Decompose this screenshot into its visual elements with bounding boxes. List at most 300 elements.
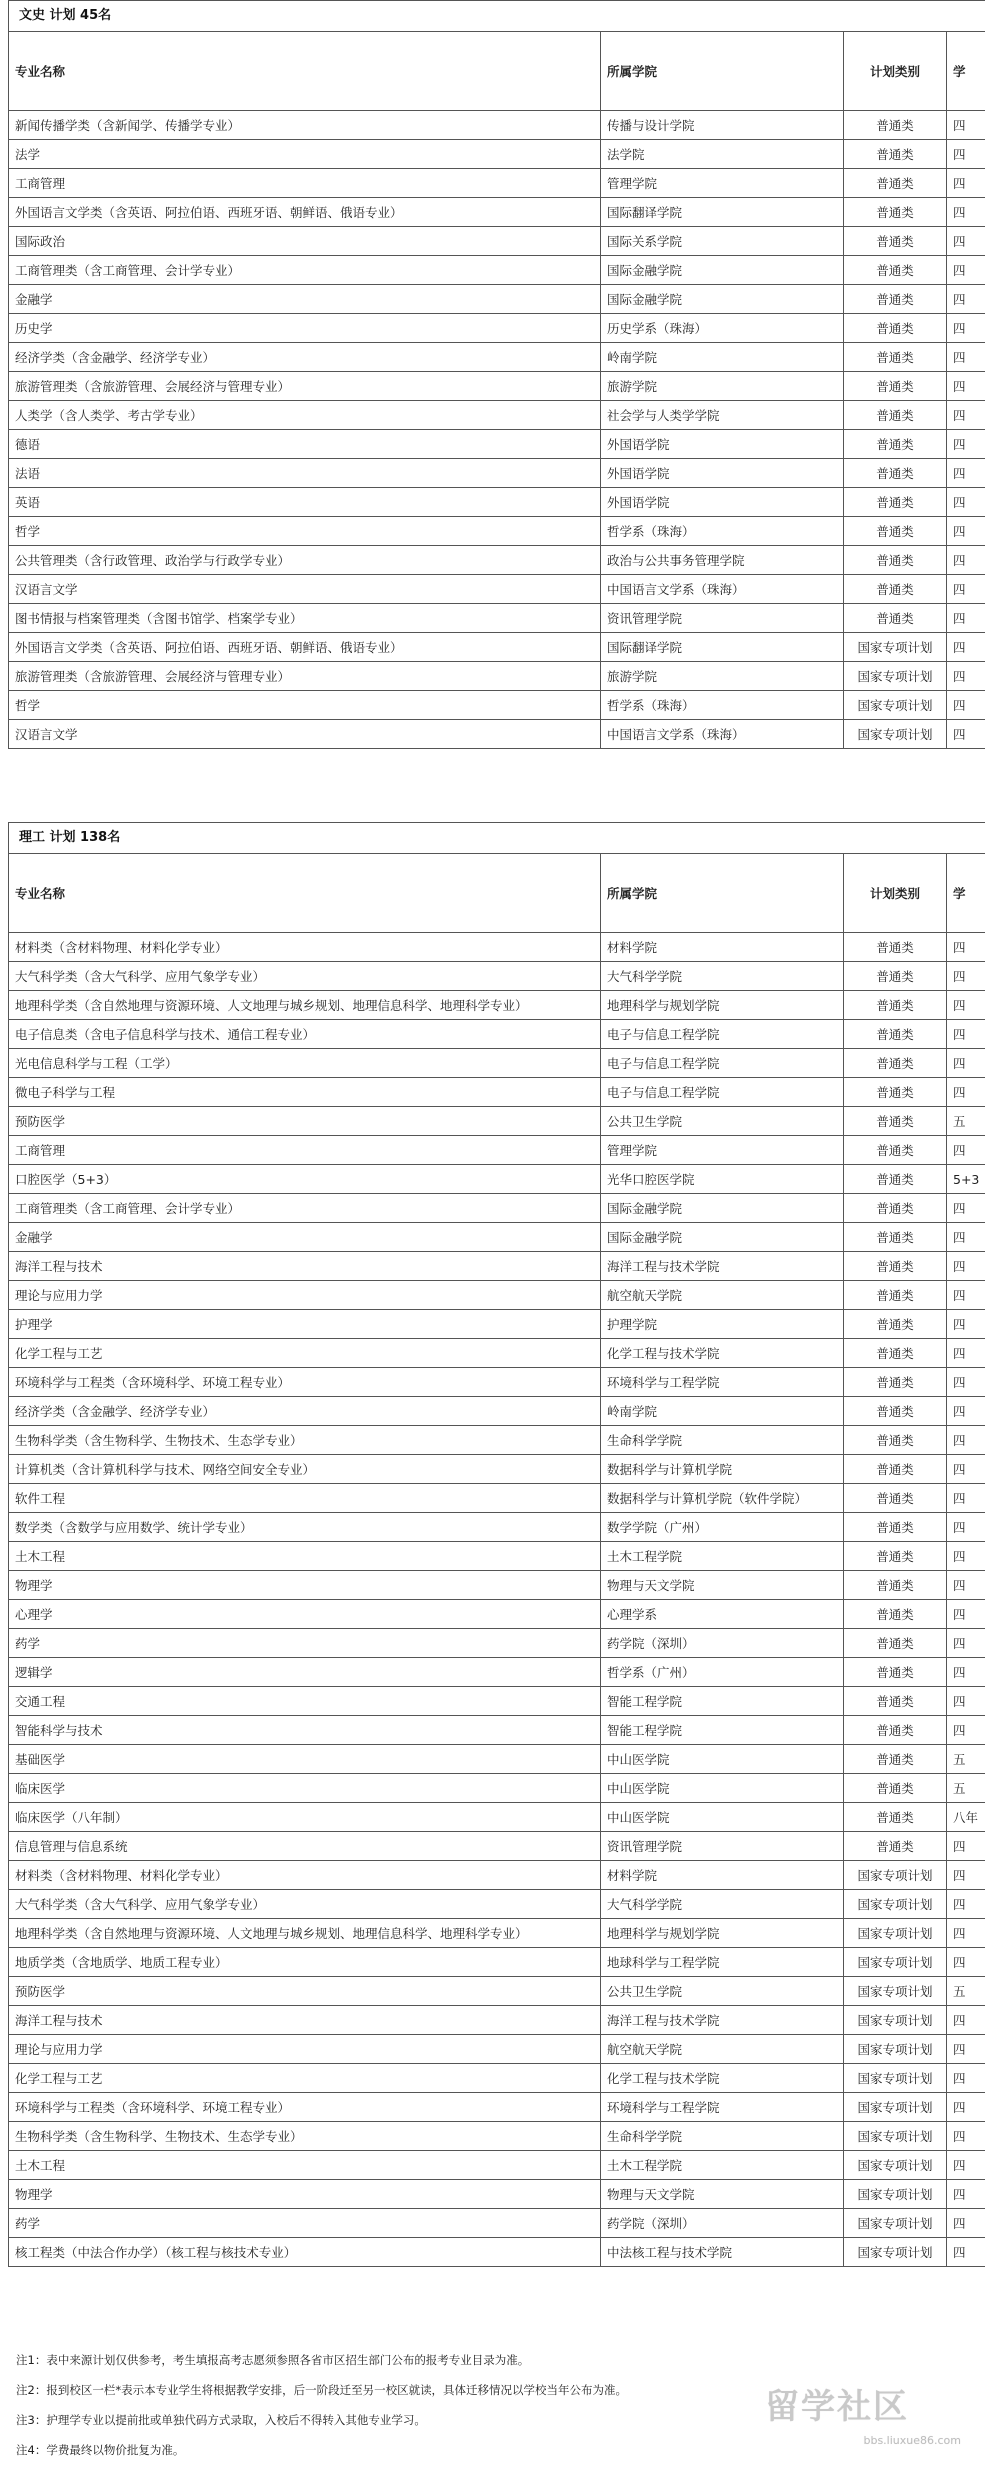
cell-plan-type: 普通类 bbox=[844, 1832, 947, 1861]
cell-duration: 四 bbox=[947, 488, 985, 517]
cell-plan-type: 普通类 bbox=[844, 1687, 947, 1716]
cell-plan-type: 普通类 bbox=[844, 372, 947, 401]
cell-major: 德语 bbox=[9, 430, 601, 459]
cell-plan-type: 普通类 bbox=[844, 314, 947, 343]
cell-plan-type: 普通类 bbox=[844, 285, 947, 314]
cell-major: 地理科学类（含自然地理与资源环境、人文地理与城乡规划、地理信息科学、地理科学专业） bbox=[9, 991, 601, 1020]
cell-duration: 四 bbox=[947, 1687, 985, 1716]
table-row bbox=[9, 1774, 985, 1803]
cell-major: 化学工程与工艺 bbox=[9, 2064, 601, 2093]
cell-college: 国际关系学院 bbox=[601, 227, 844, 256]
cell-duration: 四 bbox=[947, 372, 985, 401]
cell-major: 化学工程与工艺 bbox=[9, 1339, 601, 1368]
cell-major: 药学 bbox=[9, 1629, 601, 1658]
cell-major: 软件工程 bbox=[9, 1484, 601, 1513]
cell-plan-type: 普通类 bbox=[844, 1020, 947, 1049]
table-row bbox=[9, 662, 985, 691]
cell-major: 法语 bbox=[9, 459, 601, 488]
cell-duration: 四 bbox=[947, 517, 985, 546]
cell-plan-type: 国家专项计划 bbox=[844, 2151, 947, 2180]
cell-duration: 四 bbox=[947, 401, 985, 430]
cell-plan-type: 普通类 bbox=[844, 1078, 947, 1107]
cell-college: 数据科学与计算机学院 bbox=[601, 1455, 844, 1484]
cell-major: 核工程类（中法合作办学）（核工程与核技术专业） bbox=[9, 2238, 601, 2267]
cell-major: 地理科学类（含自然地理与资源环境、人文地理与城乡规划、地理信息科学、地理科学专业） bbox=[9, 1919, 601, 1948]
cell-college: 药学院（深圳） bbox=[601, 1629, 844, 1658]
cell-college: 哲学系（广州） bbox=[601, 1658, 844, 1687]
table-header-row bbox=[9, 854, 985, 933]
cell-major: 法学 bbox=[9, 140, 601, 169]
table-row bbox=[9, 2151, 985, 2180]
cell-duration: 四 bbox=[947, 720, 985, 749]
cell-duration: 四 bbox=[947, 1310, 985, 1339]
cell-major: 金融学 bbox=[9, 285, 601, 314]
cell-duration: 四 bbox=[947, 1368, 985, 1397]
cell-college: 公共卫生学院 bbox=[601, 1107, 844, 1136]
table-row bbox=[9, 1600, 985, 1629]
cell-plan-type: 国家专项计划 bbox=[844, 1861, 947, 1890]
cell-plan-type: 普通类 bbox=[844, 1629, 947, 1658]
cell-college: 旅游学院 bbox=[601, 372, 844, 401]
table-row bbox=[9, 933, 985, 962]
cell-duration: 四 bbox=[947, 1890, 985, 1919]
cell-college: 心理学系 bbox=[601, 1600, 844, 1629]
table-row bbox=[9, 2064, 985, 2093]
table-row bbox=[9, 1107, 985, 1136]
table-row bbox=[9, 256, 985, 285]
cell-plan-type: 普通类 bbox=[844, 604, 947, 633]
cell-plan-type: 国家专项计划 bbox=[844, 662, 947, 691]
cell-plan-type: 普通类 bbox=[844, 1165, 947, 1194]
cell-college: 化学工程与技术学院 bbox=[601, 1339, 844, 1368]
cell-duration: 四 bbox=[947, 575, 985, 604]
cell-college: 电子与信息工程学院 bbox=[601, 1049, 844, 1078]
table-row bbox=[9, 1658, 985, 1687]
cell-college: 资讯管理学院 bbox=[601, 1832, 844, 1861]
table-row bbox=[9, 1426, 985, 1455]
cell-duration: 四 bbox=[947, 1571, 985, 1600]
table-row bbox=[9, 1194, 985, 1223]
cell-major: 大气科学类（含大气科学、应用气象学专业） bbox=[9, 962, 601, 991]
table-row bbox=[9, 227, 985, 256]
cell-major: 国际政治 bbox=[9, 227, 601, 256]
cell-duration: 四 bbox=[947, 1513, 985, 1542]
cell-duration: 四 bbox=[947, 314, 985, 343]
table-row bbox=[9, 140, 985, 169]
cell-plan-type: 普通类 bbox=[844, 546, 947, 575]
cell-major: 经济学类（含金融学、经济学专业） bbox=[9, 343, 601, 372]
cell-plan-type: 国家专项计划 bbox=[844, 2180, 947, 2209]
cell-duration: 四 bbox=[947, 1832, 985, 1861]
cell-college: 数据科学与计算机学院（软件学院） bbox=[601, 1484, 844, 1513]
cell-college: 中山医学院 bbox=[601, 1745, 844, 1774]
cell-college: 航空航天学院 bbox=[601, 2035, 844, 2064]
cell-major: 口腔医学（5+3） bbox=[9, 1165, 601, 1194]
cell-duration: 四 bbox=[947, 546, 985, 575]
cell-major: 预防医学 bbox=[9, 1977, 601, 2006]
cell-college: 环境科学与工程学院 bbox=[601, 1368, 844, 1397]
cell-plan-type: 普通类 bbox=[844, 1716, 947, 1745]
header-college: 所属学院 bbox=[601, 32, 844, 111]
table-body bbox=[9, 111, 985, 749]
table-row bbox=[9, 2180, 985, 2209]
cell-college: 中国语言文学系（珠海） bbox=[601, 575, 844, 604]
cell-college: 电子与信息工程学院 bbox=[601, 1020, 844, 1049]
table-row bbox=[9, 2006, 985, 2035]
note-3: 注3：护理学专业以提前批或单独代码方式录取，入校后不得转入其他专业学习。 bbox=[16, 2405, 976, 2435]
table-row bbox=[9, 1687, 985, 1716]
cell-duration: 四 bbox=[947, 604, 985, 633]
cell-major: 环境科学与工程类（含环境科学、环境工程专业） bbox=[9, 2093, 601, 2122]
cell-duration: 四 bbox=[947, 459, 985, 488]
cell-plan-type: 普通类 bbox=[844, 1484, 947, 1513]
cell-college: 岭南学院 bbox=[601, 343, 844, 372]
table-row bbox=[9, 1020, 985, 1049]
note-1: 注1：表中来源计划仅供参考，考生填报高考志愿须参照各省市区招生部门公布的报考专业目录为准。 bbox=[16, 2345, 976, 2375]
cell-plan-type: 普通类 bbox=[844, 1426, 947, 1455]
cell-major: 公共管理类（含行政管理、政治学与行政学专业） bbox=[9, 546, 601, 575]
cell-college: 哲学系（珠海） bbox=[601, 517, 844, 546]
cell-duration: 四 bbox=[947, 1049, 985, 1078]
cell-college: 生命科学学院 bbox=[601, 2122, 844, 2151]
cell-plan-type: 普通类 bbox=[844, 1774, 947, 1803]
cell-plan-type: 普通类 bbox=[844, 1107, 947, 1136]
cell-college: 物理与天文学院 bbox=[601, 2180, 844, 2209]
cell-college: 化学工程与技术学院 bbox=[601, 2064, 844, 2093]
cell-major: 物理学 bbox=[9, 2180, 601, 2209]
cell-duration: 四 bbox=[947, 1339, 985, 1368]
watermark-logo bbox=[765, 2379, 965, 2439]
cell-major: 电子信息类（含电子信息科学与技术、通信工程专业） bbox=[9, 1020, 601, 1049]
cell-major: 计算机类（含计算机科学与技术、网络空间安全专业） bbox=[9, 1455, 601, 1484]
cell-college: 智能工程学院 bbox=[601, 1716, 844, 1745]
cell-major: 海洋工程与技术 bbox=[9, 1252, 601, 1281]
table-row bbox=[9, 1397, 985, 1426]
cell-duration: 五 bbox=[947, 1745, 985, 1774]
cell-major: 工商管理 bbox=[9, 169, 601, 198]
cell-college: 电子与信息工程学院 bbox=[601, 1078, 844, 1107]
cell-college: 岭南学院 bbox=[601, 1397, 844, 1426]
cell-college: 地球科学与工程学院 bbox=[601, 1948, 844, 1977]
cell-college: 哲学系（珠海） bbox=[601, 691, 844, 720]
table-row bbox=[9, 1165, 985, 1194]
cell-major: 汉语言文学 bbox=[9, 575, 601, 604]
header-plan-type: 计划类别 bbox=[844, 854, 947, 933]
cell-major: 微电子科学与工程 bbox=[9, 1078, 601, 1107]
cell-major: 生物科学类（含生物科学、生物技术、生态学专业） bbox=[9, 2122, 601, 2151]
cell-major: 材料类（含材料物理、材料化学专业） bbox=[9, 1861, 601, 1890]
cell-college: 资讯管理学院 bbox=[601, 604, 844, 633]
header-college: 所属学院 bbox=[601, 854, 844, 933]
cell-college: 大气科学学院 bbox=[601, 962, 844, 991]
cell-duration: 四 bbox=[947, 1136, 985, 1165]
table-row bbox=[9, 1803, 985, 1832]
cell-major: 汉语言文学 bbox=[9, 720, 601, 749]
cell-major: 大气科学类（含大气科学、应用气象学专业） bbox=[9, 1890, 601, 1919]
cell-major: 理论与应用力学 bbox=[9, 1281, 601, 1310]
cell-plan-type: 普通类 bbox=[844, 1745, 947, 1774]
cell-duration: 四 bbox=[947, 1020, 985, 1049]
table-row bbox=[9, 1861, 985, 1890]
cell-duration: 四 bbox=[947, 662, 985, 691]
cell-plan-type: 普通类 bbox=[844, 1368, 947, 1397]
cell-plan-type: 普通类 bbox=[844, 1339, 947, 1368]
cell-major: 土木工程 bbox=[9, 2151, 601, 2180]
cell-duration: 四 bbox=[947, 227, 985, 256]
cell-plan-type: 国家专项计划 bbox=[844, 2093, 947, 2122]
cell-plan-type: 普通类 bbox=[844, 1455, 947, 1484]
science-engineering-section bbox=[8, 822, 985, 2267]
cell-college: 国际金融学院 bbox=[601, 256, 844, 285]
cell-major: 外国语言文学类（含英语、阿拉伯语、西班牙语、朝鲜语、俄语专业） bbox=[9, 198, 601, 227]
table-row bbox=[9, 1368, 985, 1397]
cell-plan-type: 国家专项计划 bbox=[844, 633, 947, 662]
cell-duration: 四 bbox=[947, 140, 985, 169]
table-row bbox=[9, 111, 985, 140]
table-row bbox=[9, 691, 985, 720]
table-row bbox=[9, 1310, 985, 1339]
cell-major: 哲学 bbox=[9, 517, 601, 546]
cell-college: 国际金融学院 bbox=[601, 1194, 844, 1223]
cell-college: 中国语言文学系（珠海） bbox=[601, 720, 844, 749]
watermark-text: 留学社区 bbox=[765, 2387, 909, 2427]
cell-duration: 四 bbox=[947, 285, 985, 314]
plan-table bbox=[8, 31, 985, 749]
cell-plan-type: 普通类 bbox=[844, 169, 947, 198]
cell-duration: 四 bbox=[947, 2238, 985, 2267]
cell-major: 物理学 bbox=[9, 1571, 601, 1600]
cell-major: 临床医学（八年制） bbox=[9, 1803, 601, 1832]
cell-major: 工商管理类（含工商管理、会计学专业） bbox=[9, 1194, 601, 1223]
table-row bbox=[9, 1571, 985, 1600]
cell-duration: 四 bbox=[947, 691, 985, 720]
table-row bbox=[9, 633, 985, 662]
table-row bbox=[9, 720, 985, 749]
table-row bbox=[9, 169, 985, 198]
cell-major: 交通工程 bbox=[9, 1687, 601, 1716]
cell-plan-type: 国家专项计划 bbox=[844, 1890, 947, 1919]
cell-plan-type: 普通类 bbox=[844, 1542, 947, 1571]
header-major: 专业名称 bbox=[9, 32, 601, 111]
cell-college: 地理科学与规划学院 bbox=[601, 991, 844, 1020]
cell-duration: 四 bbox=[947, 1455, 985, 1484]
cell-plan-type: 国家专项计划 bbox=[844, 691, 947, 720]
cell-plan-type: 普通类 bbox=[844, 198, 947, 227]
table-row bbox=[9, 372, 985, 401]
cell-college: 历史学系（珠海） bbox=[601, 314, 844, 343]
cell-college: 航空航天学院 bbox=[601, 1281, 844, 1310]
table-body bbox=[9, 933, 985, 2267]
cell-plan-type: 普通类 bbox=[844, 227, 947, 256]
cell-major: 信息管理与信息系统 bbox=[9, 1832, 601, 1861]
cell-duration: 四 bbox=[947, 1252, 985, 1281]
cell-duration: 四 bbox=[947, 2180, 985, 2209]
cell-college: 物理与天文学院 bbox=[601, 1571, 844, 1600]
cell-college: 海洋工程与技术学院 bbox=[601, 1252, 844, 1281]
cell-plan-type: 普通类 bbox=[844, 1803, 947, 1832]
cell-major: 基础医学 bbox=[9, 1745, 601, 1774]
table-row bbox=[9, 198, 985, 227]
table-row bbox=[9, 1542, 985, 1571]
cell-duration: 五 bbox=[947, 1977, 985, 2006]
cell-plan-type: 普通类 bbox=[844, 140, 947, 169]
cell-college: 公共卫生学院 bbox=[601, 1977, 844, 2006]
table-row bbox=[9, 343, 985, 372]
cell-duration: 五 bbox=[947, 1107, 985, 1136]
cell-major: 哲学 bbox=[9, 691, 601, 720]
table-row bbox=[9, 962, 985, 991]
table-row bbox=[9, 1745, 985, 1774]
table-row bbox=[9, 1890, 985, 1919]
cell-plan-type: 普通类 bbox=[844, 1136, 947, 1165]
cell-plan-type: 普通类 bbox=[844, 1223, 947, 1252]
table-row bbox=[9, 1339, 985, 1368]
table-row bbox=[9, 575, 985, 604]
plan-table bbox=[8, 853, 985, 2267]
cell-major: 光电信息科学与工程（工学） bbox=[9, 1049, 601, 1078]
cell-duration: 四 bbox=[947, 633, 985, 662]
table-row bbox=[9, 430, 985, 459]
liberal-arts-section bbox=[8, 0, 985, 749]
cell-plan-type: 国家专项计划 bbox=[844, 1919, 947, 1948]
section-title: 文史 计划 45名 bbox=[8, 0, 985, 31]
table-row bbox=[9, 1455, 985, 1484]
cell-duration: 5+3 bbox=[947, 1165, 985, 1194]
cell-college: 社会学与人类学学院 bbox=[601, 401, 844, 430]
table-row bbox=[9, 1223, 985, 1252]
cell-plan-type: 普通类 bbox=[844, 933, 947, 962]
table-row bbox=[9, 2093, 985, 2122]
cell-college: 中法核工程与技术学院 bbox=[601, 2238, 844, 2267]
table-row bbox=[9, 488, 985, 517]
cell-duration: 四 bbox=[947, 2122, 985, 2151]
cell-plan-type: 国家专项计划 bbox=[844, 2035, 947, 2064]
cell-duration: 五 bbox=[947, 1774, 985, 1803]
table-row bbox=[9, 604, 985, 633]
cell-major: 外国语言文学类（含英语、阿拉伯语、西班牙语、朝鲜语、俄语专业） bbox=[9, 633, 601, 662]
cell-major: 地质学类（含地质学、地质工程专业） bbox=[9, 1948, 601, 1977]
cell-plan-type: 普通类 bbox=[844, 1049, 947, 1078]
cell-major: 图书情报与档案管理类（含图书馆学、档案学专业） bbox=[9, 604, 601, 633]
cell-plan-type: 普通类 bbox=[844, 401, 947, 430]
cell-college: 国际金融学院 bbox=[601, 285, 844, 314]
cell-plan-type: 国家专项计划 bbox=[844, 2006, 947, 2035]
cell-plan-type: 普通类 bbox=[844, 1310, 947, 1339]
table-row bbox=[9, 1513, 985, 1542]
header-duration: 学 bbox=[947, 32, 985, 111]
cell-major: 工商管理 bbox=[9, 1136, 601, 1165]
cell-duration: 四 bbox=[947, 1397, 985, 1426]
cell-major: 预防医学 bbox=[9, 1107, 601, 1136]
cell-duration: 四 bbox=[947, 1484, 985, 1513]
table-row bbox=[9, 1136, 985, 1165]
cell-college: 大气科学学院 bbox=[601, 1890, 844, 1919]
cell-plan-type: 普通类 bbox=[844, 1513, 947, 1542]
cell-major: 材料类（含材料物理、材料化学专业） bbox=[9, 933, 601, 962]
header-plan-type: 计划类别 bbox=[844, 32, 947, 111]
cell-plan-type: 国家专项计划 bbox=[844, 2122, 947, 2151]
cell-duration: 四 bbox=[947, 430, 985, 459]
cell-college: 环境科学与工程学院 bbox=[601, 2093, 844, 2122]
cell-plan-type: 普通类 bbox=[844, 430, 947, 459]
cell-duration: 四 bbox=[947, 1716, 985, 1745]
table-row bbox=[9, 1629, 985, 1658]
cell-major: 护理学 bbox=[9, 1310, 601, 1339]
cell-college: 法学院 bbox=[601, 140, 844, 169]
cell-duration: 四 bbox=[947, 2006, 985, 2035]
cell-college: 传播与设计学院 bbox=[601, 111, 844, 140]
cell-college: 数学学院（广州） bbox=[601, 1513, 844, 1542]
cell-duration: 四 bbox=[947, 962, 985, 991]
cell-plan-type: 国家专项计划 bbox=[844, 2238, 947, 2267]
cell-college: 材料学院 bbox=[601, 1861, 844, 1890]
section-title: 理工 计划 138名 bbox=[8, 822, 985, 853]
table-row bbox=[9, 1281, 985, 1310]
cell-plan-type: 普通类 bbox=[844, 1194, 947, 1223]
table-row bbox=[9, 517, 985, 546]
cell-plan-type: 普通类 bbox=[844, 991, 947, 1020]
cell-major: 工商管理类（含工商管理、会计学专业） bbox=[9, 256, 601, 285]
cell-college: 政治与公共事务管理学院 bbox=[601, 546, 844, 575]
table-row bbox=[9, 991, 985, 1020]
header-duration: 学 bbox=[947, 854, 985, 933]
cell-plan-type: 国家专项计划 bbox=[844, 1948, 947, 1977]
table-row bbox=[9, 459, 985, 488]
cell-duration: 四 bbox=[947, 111, 985, 140]
cell-plan-type: 普通类 bbox=[844, 517, 947, 546]
cell-plan-type: 普通类 bbox=[844, 1397, 947, 1426]
cell-college: 外国语学院 bbox=[601, 430, 844, 459]
cell-plan-type: 普通类 bbox=[844, 459, 947, 488]
cell-college: 海洋工程与技术学院 bbox=[601, 2006, 844, 2035]
cell-major: 理论与应用力学 bbox=[9, 2035, 601, 2064]
cell-duration: 四 bbox=[947, 1542, 985, 1571]
cell-plan-type: 普通类 bbox=[844, 1281, 947, 1310]
cell-duration: 四 bbox=[947, 2209, 985, 2238]
table-row bbox=[9, 1948, 985, 1977]
cell-major: 土木工程 bbox=[9, 1542, 601, 1571]
cell-duration: 四 bbox=[947, 1223, 985, 1252]
cell-plan-type: 普通类 bbox=[844, 1252, 947, 1281]
cell-college: 中山医学院 bbox=[601, 1803, 844, 1832]
watermark-url: bbs.liuxue86.com bbox=[863, 2434, 961, 2447]
cell-duration: 四 bbox=[947, 1629, 985, 1658]
cell-plan-type: 普通类 bbox=[844, 1658, 947, 1687]
cell-college: 管理学院 bbox=[601, 169, 844, 198]
note-4: 注4：学费最终以物价批复为准。 bbox=[16, 2435, 976, 2465]
cell-duration: 四 bbox=[947, 2064, 985, 2093]
cell-college: 土木工程学院 bbox=[601, 2151, 844, 2180]
cell-major: 海洋工程与技术 bbox=[9, 2006, 601, 2035]
cell-college: 光华口腔医学院 bbox=[601, 1165, 844, 1194]
cell-duration: 四 bbox=[947, 1426, 985, 1455]
cell-major: 经济学类（含金融学、经济学专业） bbox=[9, 1397, 601, 1426]
table-row bbox=[9, 1252, 985, 1281]
cell-college: 地理科学与规划学院 bbox=[601, 1919, 844, 1948]
cell-college: 材料学院 bbox=[601, 933, 844, 962]
cell-college: 国际翻译学院 bbox=[601, 633, 844, 662]
cell-duration: 四 bbox=[947, 1194, 985, 1223]
cell-duration: 四 bbox=[947, 1919, 985, 1948]
cell-major: 数学类（含数学与应用数学、统计学专业） bbox=[9, 1513, 601, 1542]
cell-duration: 四 bbox=[947, 1281, 985, 1310]
cell-duration: 四 bbox=[947, 1600, 985, 1629]
table-row bbox=[9, 2238, 985, 2267]
cell-duration: 四 bbox=[947, 198, 985, 227]
cell-duration: 四 bbox=[947, 2151, 985, 2180]
cell-major: 人类学（含人类学、考古学专业） bbox=[9, 401, 601, 430]
cell-duration: 四 bbox=[947, 2035, 985, 2064]
